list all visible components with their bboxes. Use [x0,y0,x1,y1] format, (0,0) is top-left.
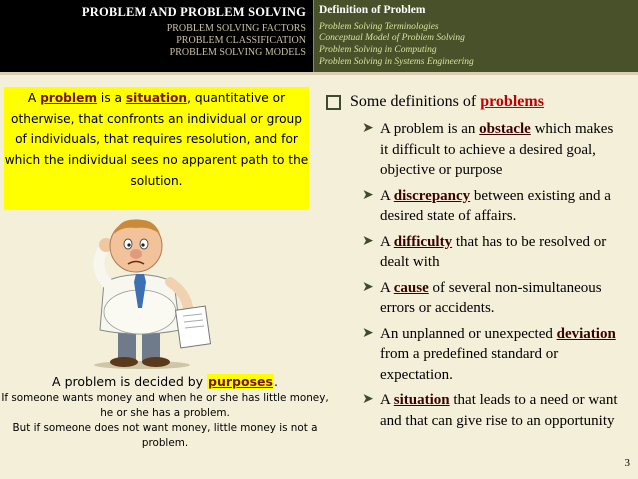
header-main-title: PROBLEM AND PROBLEM SOLVING [81,5,306,19]
purpose-note [0,373,330,451]
header-topic-item: Problem Solving Terminologies [319,22,439,32]
definitions-list [322,92,622,431]
confused-man-illustration [70,212,220,370]
purpose-note-example-1: If someone wants money and when he or she has little money, he or she has a problem. [1,392,329,419]
definitions-heading: Some definitions of problems [322,92,622,112]
header-topic-item: Problem Solving in Computing [319,45,437,55]
definition-item: ➤ A cause of several non-simultaneous errors or accidents. [362,279,602,316]
keyword-problem: problem [40,91,98,105]
definition-item: ➤ A problem is an obstacle which makes it difficult to achieve a desired goal, objective or purpose [362,121,614,178]
arrow-bullet-icon: ➤ [362,325,374,341]
keyword-problems: problems [480,93,544,110]
purpose-note-heading: A problem is decided by purposes. [52,374,278,389]
purpose-note-example-2: But if someone does not want money, little money is not a problem. [12,422,318,449]
page-number: 3 [624,457,630,469]
definition-item: ➤ An unplanned or unexpected deviation from a predefined standard or expectation. [362,325,616,383]
definition-item: ➤ A situation that leads to a need or want and that can give rise to an opportunity [362,392,618,429]
arrow-bullet-icon: ➤ [362,121,374,136]
header-topic-item: Problem Solving in Systems Engineering [319,57,474,67]
keyword-purposes: purposes [208,374,273,389]
arrow-bullet-icon: ➤ [362,392,374,407]
header-rule [0,72,638,75]
definition-item: ➤ A discrepancy between existing and a desired state of affairs. [362,187,611,224]
arrow-bullet-icon: ➤ [362,279,374,295]
header-right-panel [314,0,638,72]
header-nav-item: PROBLEM SOLVING FACTORS [166,23,306,34]
keyword-situation: situation [125,91,188,105]
checkbox-bullet-icon [326,95,341,110]
header-nav-item: PROBLEM CLASSIFICATION [176,35,306,46]
header-topic-item: Conceptual Model of Problem Solving [319,33,465,43]
header-left-panel [0,0,314,72]
header-nav-item: PROBLEM SOLVING MODELS [169,47,306,58]
definition-item: ➤ A difficulty that has to be resolved or dealt with [362,233,607,270]
arrow-bullet-icon: ➤ [362,187,374,203]
definition-text: A problem is a situation, quantitative or otherwise, that confronts an individual or group of individuals, that requires resolution, and for which the individual sees no apparent path to the solution. [4,91,309,188]
header-current-topic: Definition of Problem [319,4,426,16]
arrow-bullet-icon: ➤ [362,233,374,249]
